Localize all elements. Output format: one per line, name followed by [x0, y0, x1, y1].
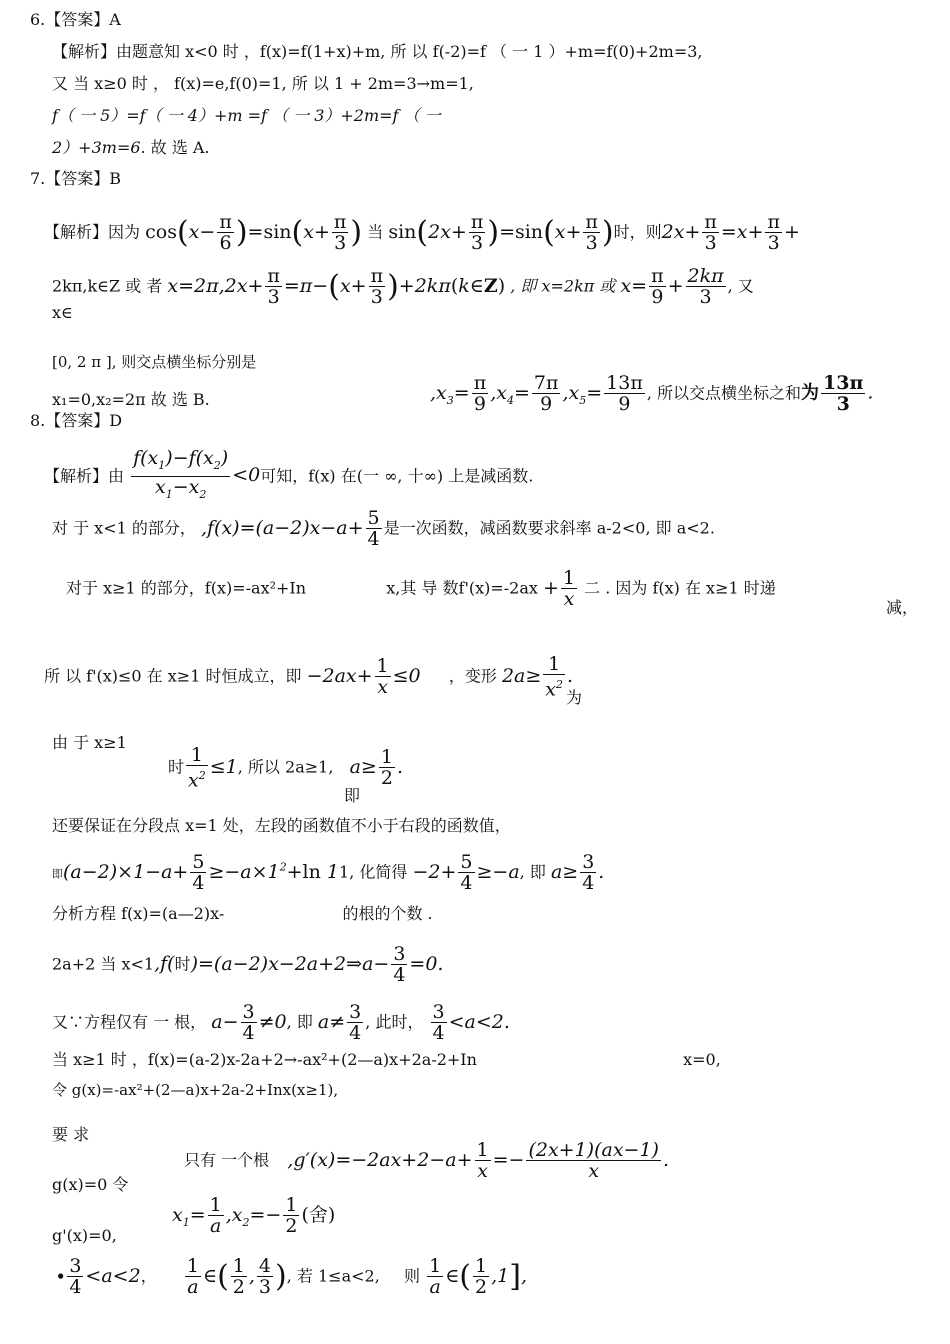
- q7-formula-x: x= $\frac{\pi}{9}$ + $\frac{2k\pi}{3}$: [620, 265, 724, 308]
- q8-line7: [52, 852, 604, 893]
- q8-formula-gprime: ,g′(x)=−2ax+2−a+ $\frac{1}{x}$ =− $\frac{(2x+1)(ax-1)}{x}$ .: [287, 1139, 669, 1182]
- q8-formula-range: $\frac{3}{4}$ <a<2.: [432, 1001, 510, 1044]
- q8-formula-half: a≥ $\frac{1}{2}$ .: [349, 746, 403, 790]
- q8-line10-c: , 此时，: [365, 1012, 424, 1032]
- q8-line13: 要 求: [52, 1125, 90, 1144]
- q8-line14: [184, 1140, 669, 1181]
- q8-line10-a: 又∵方程仅有 一 根，: [52, 1012, 207, 1032]
- q7-formula-cos: cos(x− $\frac{\pi}{6}$ )=sin(x+ $\frac{\pi}{3}$ ): [145, 211, 363, 254]
- q8-line1-a: 【解析】由: [44, 466, 125, 486]
- q8-line3-b: x,其 导 数f'(x)=-2ax: [386, 578, 538, 598]
- q8-formula-ineq: −2ax+ $\frac{1}{x}$ ≤0: [306, 655, 421, 699]
- q8-line3-c: 二 . 因为 f(x) 在 x≥1 时递: [584, 578, 776, 598]
- q8-formula-linear: )=(a−2)x−2a+2⇒a− $\frac{3}{4}$ =0.: [190, 943, 444, 986]
- q8-line7-b: 1, 化简得: [339, 862, 408, 882]
- q7-line2-c: , 又: [727, 276, 754, 296]
- q8-formula-deriv: + $\frac{1}{x}$: [543, 567, 576, 610]
- q7-formula-case: x=2π,2x+ $\frac{\pi}{3}$ =π−(x+ $\frac{\pi}{3}$ )+2kπ(k∈Z): [167, 265, 506, 308]
- q8-line3: [66, 568, 776, 609]
- q8-line3-d: 减，: [886, 598, 919, 617]
- q8-line8: [52, 904, 433, 924]
- q8-heading: 8.【答案】D: [30, 411, 123, 430]
- q8-formula-left: ,f(x)=(a−2)x−a+ $\frac{5}{4}$: [200, 507, 380, 550]
- q7-line4-wei: 为: [801, 382, 819, 404]
- q7-line4-formula: [430, 373, 873, 414]
- q8-formula-recip2: $\frac{1}{a}$ ∈( $\frac{1}{2}$ ,1],: [429, 1255, 527, 1298]
- q8-formula-2a: 2a≥ $\frac{1}{x^2}$ .: [501, 653, 574, 701]
- q8-formula-fx: ,f(: [154, 952, 175, 975]
- q6-line4-conclusion: . 故 选 A.: [140, 138, 210, 157]
- q8-line11-a: 当 x≥1 时 ，f(x)=(a-2)x-2a+2→-ax²+(2—a)x+2a-2+In: [52, 1050, 477, 1069]
- q6-line2: 又 当 x≥0 时 ， f(x)=e,f(0)=1, 所 以 1 + 2m=3→m=1,: [52, 74, 474, 93]
- q8-formula-recip: $\frac{1}{a}$ ∈( $\frac{1}{2}$ , $\frac{4}{3}$ ): [186, 1255, 287, 1298]
- q8-formula-simplify: −2+ $\frac{5}{4}$ ≥−a: [412, 851, 520, 894]
- q8-line8-a: 分析方程 f(x)=(a—2)x-: [52, 904, 225, 923]
- q8-line15: g(x)=0 令: [52, 1175, 129, 1194]
- q8-line10-b: , 即: [286, 1012, 313, 1032]
- q8-line4-c: 为: [566, 688, 583, 707]
- q8-line7-c: , 即: [519, 862, 546, 882]
- q7-formula-eq: 2x+ $\frac{\pi}{3}$ =x+ $\frac{\pi}{3}$ +: [661, 211, 800, 254]
- q7-heading: 7.【答案】B: [30, 169, 122, 188]
- q8-line11: [52, 1050, 721, 1070]
- q7-formula-sum: $\frac{13\pi}{3}$ .: [823, 372, 874, 415]
- q6-line1: 【解析】由题意知 x<0 时 ，f(x)=f(1+x)+m, 所 以 f(-2)=f （ 一 1 ）+m=f(0)+2m=3,: [52, 42, 703, 61]
- q7-line4: x₁=0,x₂=2π 故 选 B.: [52, 390, 210, 409]
- q8-line4: [44, 654, 573, 699]
- q8-line17-b: , 若 1≤a<2,: [286, 1266, 380, 1286]
- q8-line4-a: 所 以 f'(x)≤0 在 x≥1 时恒成立，即: [44, 666, 302, 686]
- q8-line3-a: 对于 x≥1 的部分，f(x)=-ax²+In: [66, 578, 307, 598]
- q8-line5-c: , 所以 2a≥1,: [237, 757, 334, 777]
- q8-line11-b: x=0,: [683, 1050, 721, 1069]
- q7-line1: [44, 212, 800, 253]
- q7-formula-sin: sin(2x+ $\frac{\pi}{3}$ )=sin(x+ $\frac{\pi}{3}$ ): [388, 211, 614, 254]
- q8-line1: [44, 448, 533, 505]
- q8-line17: [56, 1256, 527, 1297]
- q6-line3: f（ 一 5）=f（ 一 4）+m =f （ 一 3）+2m=f （ 一: [52, 106, 441, 125]
- q7-then: 时，则: [613, 222, 662, 242]
- q8-line5: [168, 745, 403, 790]
- q7-line4-tail: , 所以交点横坐标之和: [646, 383, 801, 403]
- q8-line6: 还要保证在分段点 x=1 处，左段的函数值不小于右段的函数值，: [52, 816, 511, 835]
- q8-line5-d: 即: [344, 786, 361, 805]
- q8-formula-34: a≥ $\frac{3}{4}$ .: [550, 851, 605, 894]
- q8-line14-a: 只有 一个根: [184, 1150, 270, 1170]
- q8-line17-a: ，: [140, 1266, 157, 1286]
- q8-formula-a-neq: a≠ $\frac{3}{4}$: [317, 1001, 362, 1044]
- q6-line4: [52, 138, 210, 158]
- q6-line4-expr: 2）+3m=6: [52, 138, 141, 157]
- q7-when: 当: [367, 222, 384, 242]
- q7-line3: [0, 2 π ], 则交点横坐标分别是: [52, 353, 257, 371]
- q8-line9-a: 2a+2 当 x<1: [52, 954, 155, 974]
- q8-formula-join: (a−2)×1−a+ $\frac{5}{4}$ $\ge-a\times 1^2+\ln$ 1: [63, 851, 340, 894]
- q8-formula-a-range: ∙ $\frac{3}{4}$ <a<2: [56, 1255, 141, 1298]
- q7-line2-b: , 即 x=2kπ 或: [510, 276, 616, 296]
- q8-line8-b: 的根的个数 .: [342, 904, 433, 923]
- q7-line2: [52, 266, 754, 307]
- q8-line1-b: 可知，f(x) 在(一 ∞, 十∞) 上是减函数.: [260, 466, 534, 486]
- q8-line9-b: 时: [174, 954, 191, 974]
- q8-formula-roots: $x_1=$ $\frac{1}{a}$ $,x_2=-$ $\frac{1}{2}$ (舍): [172, 1194, 336, 1237]
- q8-line10: [52, 1002, 510, 1043]
- q7-analysis-label: 【解析】因为: [44, 222, 141, 242]
- q7-formula-roots: $,x_3=$ $\frac{\pi}{9}$ $,x_4=$ $\frac{7\pi}{9}$ $,x_5=$ $\frac{13\pi}{9}$: [430, 372, 643, 415]
- q8-line2-a: 对 于 x<1 的部分，: [52, 518, 196, 538]
- q7-line2-d: x∈: [52, 303, 73, 322]
- q8-line2: [52, 508, 715, 549]
- q8-line12: 令 g(x)=-ax²+(2—a)x+2a-2+Inx(x≥1),: [52, 1081, 339, 1099]
- q8-line9: [52, 944, 443, 985]
- q8-formula-neq: a− $\frac{3}{4}$ ≠0: [211, 1001, 287, 1044]
- q8-line17-c: 则: [403, 1266, 420, 1286]
- q8-line5-a: 由 于 x≥1: [52, 733, 127, 752]
- q8-line5-b: 时: [168, 757, 185, 777]
- q7-line2-a: 2kπ,k∈Z 或 者: [52, 276, 163, 296]
- q8-line16: g'(x)=0,: [52, 1226, 117, 1245]
- q8-line15-formula: [172, 1195, 335, 1236]
- q6-heading: 6.【答案】A: [30, 10, 121, 29]
- q8-formula-monotone: $\frac{f(x_1)-f(x_2)}{x_1-x_2}$ <0: [133, 447, 261, 501]
- q8-line7-a: 即: [52, 867, 63, 881]
- q8-formula-bound: $\frac{1}{x^2}$ ≤1: [188, 744, 238, 792]
- q8-line2-b: 是一次函数，减函数要求斜率 a-2<0, 即 a<2.: [383, 518, 715, 538]
- q8-line4-b: ，变形: [448, 666, 497, 686]
